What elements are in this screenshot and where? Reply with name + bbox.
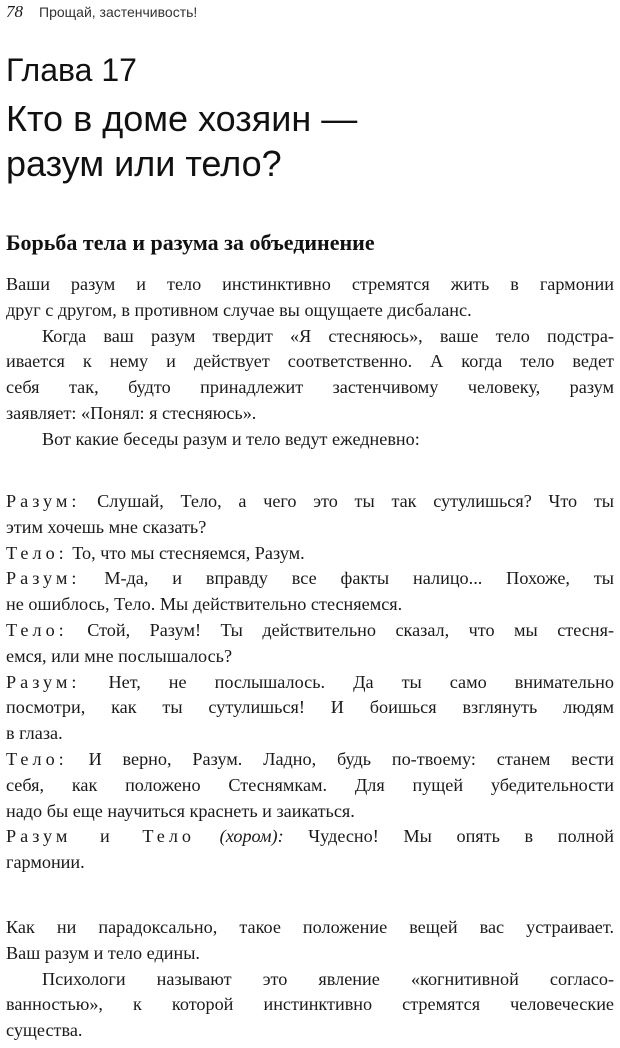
dialogue-text: М-да, и вправду все факты налицо... Похоже, ты [104, 568, 615, 589]
chapter-title [6, 96, 606, 186]
text-line: Вот какие беседы разум и тело ведут ежедневно: [42, 428, 420, 449]
dialogue [6, 489, 614, 876]
section-heading: Борьба тела и разума за объединение [6, 230, 375, 255]
text-line: Когда ваш разум твердит «Я стесняюсь», ваше тело подстра- [42, 325, 614, 346]
speaker-mind: Разум: [6, 671, 81, 692]
text-line: Ваши разум и тело инстинктивно стремятся жить в гармонии [6, 274, 614, 294]
dialogue-line: емся, или мне послышалось? [6, 645, 233, 666]
text-line: Ваш разум и тело едины. [6, 942, 200, 963]
speaker-body: Тело: [6, 542, 68, 563]
text-line: себя так, будто принадлежит застенчивому человеку, разум [6, 377, 614, 398]
chapter-title-line: Кто в доме хозяин — [6, 98, 358, 139]
text-line: ивается к нему и действует соответственно. А когда тело ведет [6, 351, 614, 372]
dialogue-line: посмотри, как ты сутулишься! И боишься взглянуть людям [6, 697, 614, 718]
speaker-both: Разум и Тело [6, 826, 196, 847]
text-line: Как ни парадоксально, такое положение вещей вас устраивает. [6, 917, 614, 937]
dialogue-line [6, 824, 614, 850]
dialogue-line [6, 618, 614, 644]
page-number: 78 [6, 2, 23, 21]
dialogue-line [6, 566, 614, 592]
speaker-mind: Разум: [6, 491, 81, 511]
dialogue-text: Нет, не послышалось. Да ты само внимательно [108, 671, 615, 692]
stage-direction: (хором): [219, 826, 284, 847]
book-title: Прощай, застенчивость! [39, 4, 198, 20]
text-line: ванностью», к которой инстинктивно стремятся человеческие [6, 994, 614, 1015]
speaker-body: Тело: [6, 748, 68, 769]
dialogue-text: Стой, Разум! Ты действительно сказал, что мы стесня- [87, 619, 615, 640]
dialogue-line: себя, как положено Стеснямкам. Для пущей убедительности [6, 774, 614, 795]
dialogue-line [6, 747, 614, 773]
intro-text [6, 272, 614, 453]
chapter-title-line: разум или тело? [6, 143, 282, 184]
dialogue-line: в глаза. [6, 723, 63, 744]
dialogue-line: этим хочешь мне сказать? [6, 516, 207, 537]
dialogue-line: надо бы еще научиться краснеть и заикаться. [6, 800, 355, 821]
dialogue-line: не ошиблось, Тело. Мы действительно стесняемся. [6, 594, 403, 615]
running-head [6, 2, 197, 22]
speaker-body: Тело: [6, 619, 68, 640]
dialogue-line [6, 489, 614, 515]
dialogue-line: гармонии. [6, 852, 85, 873]
dialogue-text: Чудесно! Мы опять в полной [308, 826, 614, 847]
outro-text [6, 915, 614, 1044]
dialogue-line [6, 541, 614, 567]
text-line: Психологи называют это явление «когнитивной согласо- [42, 968, 614, 989]
chapter-label: Глава 17 [6, 52, 137, 88]
dialogue-line [6, 670, 614, 696]
speaker-mind: Разум: [6, 568, 81, 589]
dialogue-text: И верно, Разум. Ладно, будь по-твоему: станем вести [88, 748, 615, 769]
dialogue-text: Слушай, Тело, а чего это ты так сутулишься? Что ты [97, 491, 614, 511]
text-line: заявляет: «Понял: я стесняюсь». [6, 402, 257, 423]
text-line: друг с другом, в противном случае вы ощущаете дисбаланс. [6, 299, 472, 320]
text-line: существа. [6, 1020, 83, 1041]
dialogue-text: То, что мы стесняемся, Разум. [72, 542, 305, 563]
